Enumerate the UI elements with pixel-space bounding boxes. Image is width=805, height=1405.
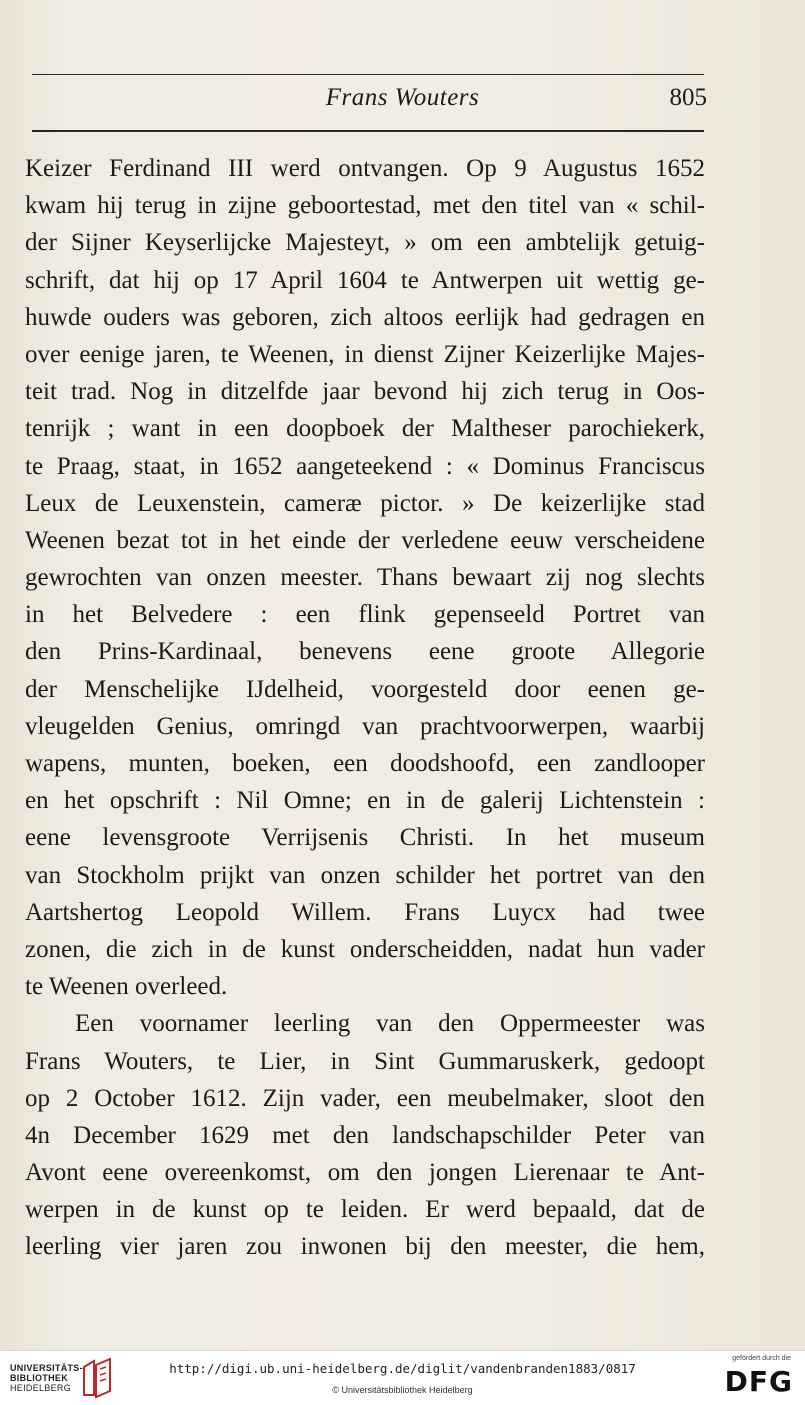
- text-line: in het Belvedere : een flink gepenseeld Portret van: [25, 601, 705, 629]
- text-line: Leux de Leuxenstein, cameræ pictor. » De keizerlijke stad: [25, 489, 705, 517]
- document-url-link[interactable]: http://digi.ub.uni-heidelberg.de/diglit/vandenbranden1883/0817: [169, 1361, 636, 1376]
- text-line: te Weenen overleed.: [25, 973, 228, 1001]
- text-line: der Sijner Keyserlijcke Majesteyt, » om een ambtelijk getuig-: [25, 229, 705, 257]
- text-line: tenrijk ; want in een doopboek der Maltheser parochiekerk,: [25, 415, 705, 443]
- text-line: Frans Wouters, te Lier, in Sint Gummaruskerk, gedoopt: [25, 1047, 705, 1075]
- dfg-logo: DFG: [724, 1365, 793, 1398]
- text-line: eene levensgroote Verrijsenis Christi. In het museum: [25, 824, 705, 852]
- header-rule-bottom: [32, 130, 704, 132]
- library-name-line: HEIDELBERG: [10, 1383, 72, 1393]
- body-text: [25, 150, 705, 1266]
- text-line: Aartshertog Leopold Willem. Frans Luycx had twee: [25, 898, 705, 926]
- text-line: over eenige jaren, te Weenen, in dienst Zijner Keizerlijke Majes-: [25, 340, 705, 368]
- viewer-footer: [0, 1350, 805, 1405]
- header-rule-top: [32, 74, 704, 75]
- funded-by-label: gefördert durch die: [732, 1355, 791, 1362]
- text-line: op 2 October 1612. Zijn vader, een meubelmaker, sloot den: [25, 1084, 705, 1112]
- text-line: van Stockholm prijkt van onzen schilder het portret van den: [25, 861, 705, 889]
- text-line: leerling vier jaren zou inwonen bij den meester, die hem,: [25, 1233, 705, 1261]
- text-line: kwam hij terug in zijne geboortestad, met den titel van « schil-: [25, 192, 705, 220]
- library-name-line: UNIVERSITÄTS-: [10, 1363, 83, 1373]
- page-number: 805: [669, 84, 707, 111]
- text-line: 4n December 1629 met den landschapschilder Peter van: [25, 1121, 705, 1149]
- text-line: Avont eene overeenkomst, om den jongen Lierenaar te Ant-: [25, 1159, 705, 1187]
- text-line: gewrochten van onzen meester. Thans bewaart zij nog slechts: [25, 564, 705, 592]
- copyright-notice: © Universitätsbibliothek Heidelberg: [332, 1385, 473, 1395]
- text-line: zonen, die zich in de kunst onderscheidden, nadat hun vader: [25, 935, 705, 963]
- text-line: teit trad. Nog in ditzelfde jaar bevond hij zich terug in Oos-: [25, 378, 705, 406]
- text-line: schrift, dat hij op 17 April 1604 te Antwerpen uit wettig ge-: [25, 266, 705, 294]
- text-line: wapens, munten, boeken, een doodshoofd, een zandlooper: [25, 750, 705, 777]
- text-line: Weenen bezat tot in het einde der verledene eeuw verscheidene: [25, 526, 705, 554]
- text-line: Keizer Ferdinand III werd ontvangen. Op 9 Augustus 1652: [25, 155, 705, 182]
- text-line: Een voornamer leerling van den Oppermeester was: [75, 1010, 705, 1038]
- text-line: te Praag, staat, in 1652 aangeteekend : « Dominus Franciscus: [25, 452, 705, 480]
- text-line: der Menschelijke IJdelheid, voorgesteld door eenen ge-: [25, 675, 705, 703]
- text-line: huwde ouders was geboren, zich altoos eerlijk had gedragen en: [25, 303, 705, 331]
- text-line: werpen in de kunst op te leiden. Er werd bepaald, dat de: [25, 1196, 705, 1224]
- text-line: den Prins-Kardinaal, benevens eene groote Allegorie: [25, 638, 705, 666]
- running-title: Frans Wouters: [325, 84, 480, 111]
- text-line: vleugelden Genius, omringd van prachtvoorwerpen, waarbij: [25, 712, 705, 740]
- text-line: en het opschrift : Nil Omne; en in de galerij Lichtenstein :: [25, 787, 705, 815]
- library-name-line: BIBLIOTHEK: [10, 1373, 68, 1383]
